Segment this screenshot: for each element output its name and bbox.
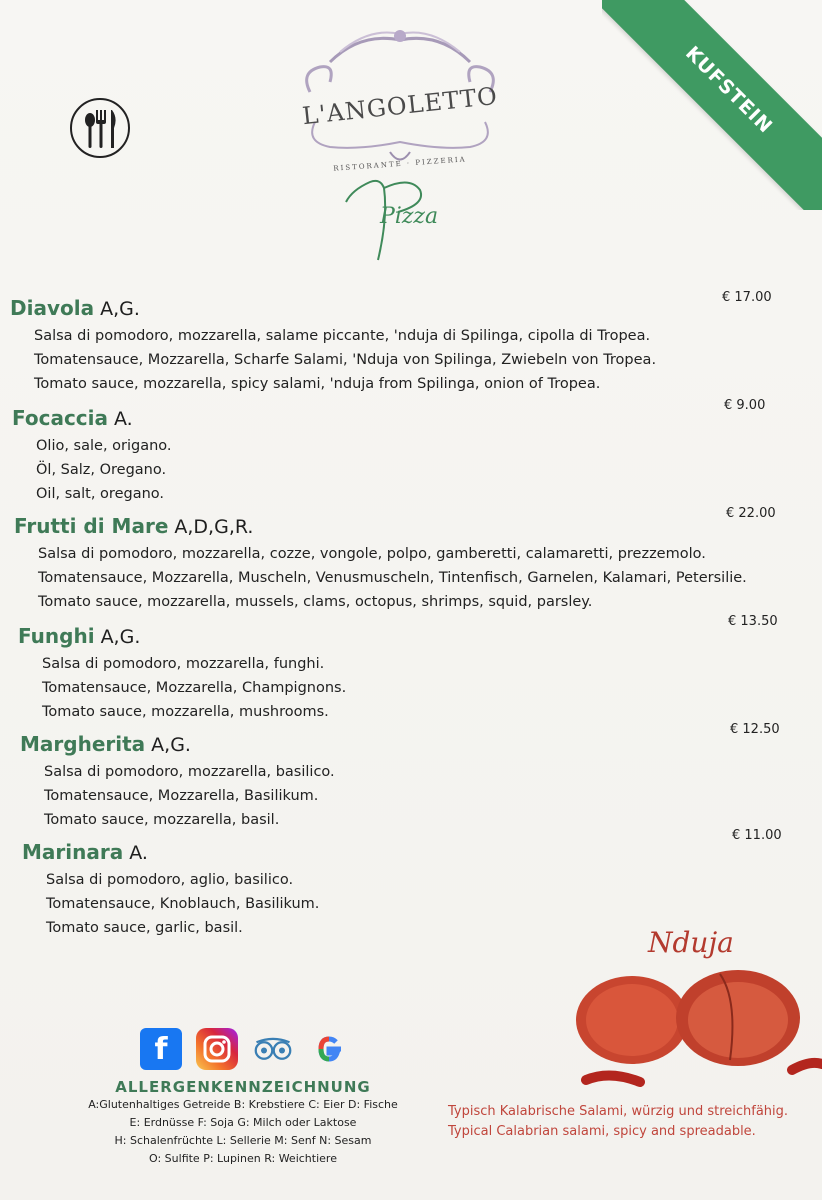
item-desc-en: Tomato sauce, garlic, basil. xyxy=(46,920,243,936)
instagram-icon[interactable] xyxy=(196,1028,238,1070)
social-links xyxy=(140,1028,350,1070)
item-desc-en: Tomato sauce, mozzarella, basil. xyxy=(44,812,280,828)
item-desc-en: Tomato sauce, mozzarella, mussels, clams, octopus, shrimps, squid, parsley. xyxy=(38,594,593,610)
item-desc-de: Tomatensauce, Mozzarella, Champignons. xyxy=(42,680,347,696)
item-desc-de: Tomatensauce, Mozzarella, Muscheln, Venusmuscheln, Tintenfisch, Garnelen, Kalamari, Petersilie. xyxy=(38,570,747,586)
allergen-line: E: Erdnüsse F: Soja G: Milch oder Laktose xyxy=(129,1116,357,1129)
restaurant-logo xyxy=(300,22,500,172)
nduja-description xyxy=(448,1102,788,1142)
menu-item-frutti-di-mare xyxy=(14,514,747,614)
allergen-line: O: Sulfite P: Lupinen R: Weichtiere xyxy=(149,1152,337,1165)
nduja-title: Nduja xyxy=(648,926,734,959)
item-name: Marinara xyxy=(22,840,124,864)
allergen-title: ALLERGENKENNZEICHNUNG xyxy=(115,1078,371,1096)
item-desc-de: Öl, Salz, Oregano. xyxy=(36,462,167,478)
item-desc-en: Tomato sauce, mozzarella, mushrooms. xyxy=(42,704,329,720)
item-allergens: A. xyxy=(114,408,133,430)
item-allergens: A,G. xyxy=(100,298,140,320)
nduja-salami-image xyxy=(570,960,822,1100)
facebook-icon[interactable]: f xyxy=(140,1028,182,1070)
item-price: € 13.50 xyxy=(728,614,778,629)
item-desc-de: Tomatensauce, Mozzarella, Basilikum. xyxy=(44,788,319,804)
nduja-desc-de: Typisch Kalabrische Salami, würzig und streichfähig. xyxy=(448,1104,789,1119)
google-icon[interactable] xyxy=(308,1028,350,1070)
item-desc-it: Salsa di pomodoro, mozzarella, funghi. xyxy=(42,656,325,672)
item-desc-it: Salsa di pomodoro, mozzarella, cozze, vongole, polpo, gamberetti, calamaretti, prezzemolo. xyxy=(38,546,706,562)
item-desc-de: Tomatensauce, Mozzarella, Scharfe Salami, 'Nduja von Spilinga, Zwiebeln von Tropea. xyxy=(34,352,657,368)
item-price: € 9.00 xyxy=(724,398,766,413)
menu-item-funghi xyxy=(18,624,346,724)
cutlery-icon xyxy=(70,98,130,158)
allergen-line: A:Glutenhaltiges Getreide B: Krebstiere C: Eier D: Fische xyxy=(88,1098,398,1111)
logo-name: L'ANGOLETTO xyxy=(300,81,500,131)
item-name: Margherita xyxy=(20,732,146,756)
menu-item-diavola xyxy=(10,296,656,396)
item-allergens: A,G. xyxy=(100,626,141,648)
section-title-text: Pizza xyxy=(380,204,439,229)
item-name: Funghi xyxy=(18,624,95,648)
location-ribbon xyxy=(602,0,822,210)
item-desc-it: Salsa di pomodoro, aglio, basilico. xyxy=(46,872,294,888)
menu-item-marinara xyxy=(22,840,319,940)
nduja-desc-en: Typical Calabrian salami, spicy and spreadable. xyxy=(448,1124,756,1139)
menu-item-margherita xyxy=(20,732,335,832)
item-name: Frutti di Mare xyxy=(14,514,169,538)
item-desc-it: Olio, sale, origano. xyxy=(36,438,172,454)
item-price: € 22.00 xyxy=(726,506,776,521)
logo-subtitle: RISTORANTE · PIZZERIA xyxy=(333,155,467,173)
tripadvisor-icon[interactable] xyxy=(252,1028,294,1070)
allergen-line: H: Schalenfrüchte L: Sellerie M: Senf N: Sesam xyxy=(114,1134,372,1147)
item-desc-it: Salsa di pomodoro, mozzarella, salame piccante, 'nduja di Spilinga, cipolla di Tropea. xyxy=(34,328,651,344)
item-desc-en: Oil, salt, oregano. xyxy=(36,486,165,502)
menu-item-focaccia xyxy=(12,406,172,506)
ribbon-label: KUFSTEIN xyxy=(681,42,777,138)
item-price: € 11.00 xyxy=(732,828,782,843)
item-allergens: A,G. xyxy=(151,734,191,756)
item-desc-de: Tomatensauce, Knoblauch, Basilikum. xyxy=(46,896,320,912)
item-name: Focaccia xyxy=(12,406,109,430)
item-allergens: A,D,G,R. xyxy=(174,516,254,538)
item-desc-en: Tomato sauce, mozzarella, spicy salami, 'nduja from Spilinga, onion of Tropea. xyxy=(34,376,601,392)
section-title xyxy=(340,168,480,268)
item-desc-it: Salsa di pomodoro, mozzarella, basilico. xyxy=(44,764,335,780)
allergen-legend xyxy=(70,1078,416,1168)
item-allergens: A. xyxy=(129,842,148,864)
item-price: € 12.50 xyxy=(730,722,780,737)
item-price: € 17.00 xyxy=(722,290,772,305)
item-name: Diavola xyxy=(10,296,95,320)
